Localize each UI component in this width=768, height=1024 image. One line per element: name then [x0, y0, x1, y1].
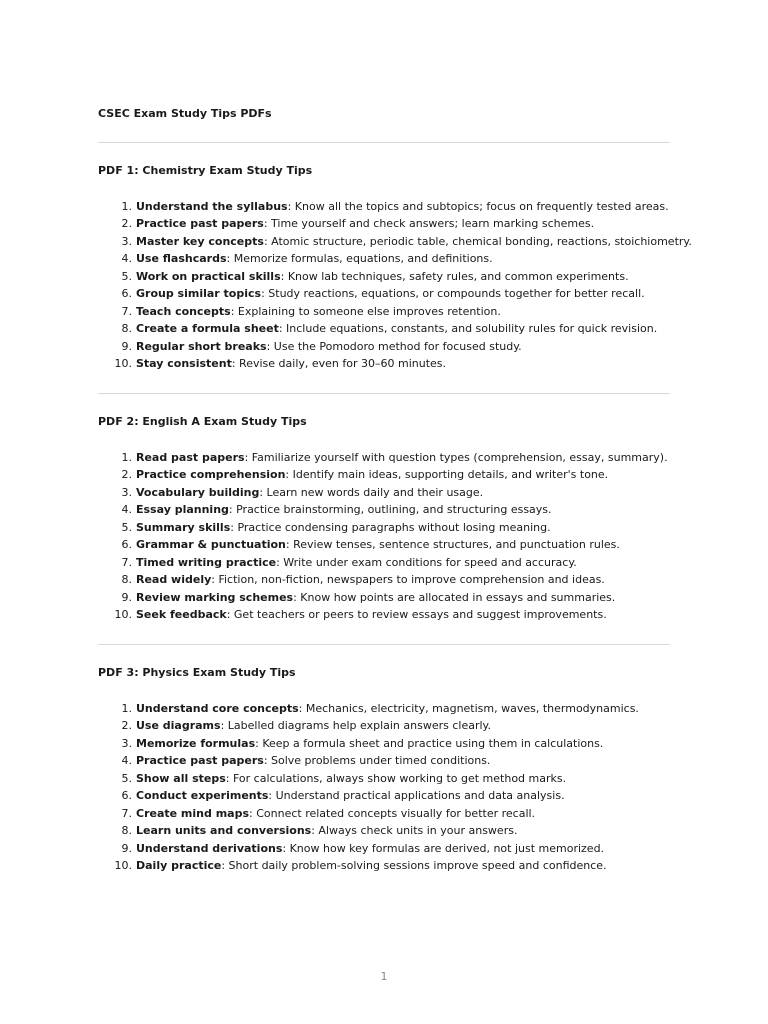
list-item	[98, 840, 698, 857]
item-description: : Solve problems under timed conditions.	[263, 754, 491, 768]
item-term: Read widely	[136, 573, 212, 587]
item-description: : Fiction, non-fiction, newspapers to improve comprehension and ideas.	[211, 573, 605, 587]
item-description: : Use the Pomodoro method for focused study.	[266, 339, 522, 353]
list-item	[98, 571, 698, 588]
list-item	[98, 466, 698, 483]
item-number: 1.	[121, 200, 132, 213]
item-number: 3.	[121, 736, 132, 750]
item-term: Grammar & punctuation	[136, 538, 286, 552]
list-item	[98, 233, 698, 250]
item-term: Understand core concepts	[136, 702, 299, 715]
item-number: 7.	[121, 304, 132, 318]
item-description: : Always check units in your answers.	[311, 824, 518, 838]
list-item	[98, 198, 698, 215]
item-number: 4.	[121, 252, 132, 266]
list-item	[98, 303, 698, 320]
item-number: 8.	[121, 322, 132, 336]
item-number: 8.	[121, 824, 132, 838]
item-term: Seek feedback	[136, 607, 227, 621]
item-number: 6.	[121, 789, 132, 803]
item-description: : Understand practical applications and data analysis.	[268, 789, 565, 803]
item-description: : Connect related concepts visually for better recall.	[249, 806, 536, 820]
item-description: : Time yourself and check answers; learn marking schemes.	[263, 217, 595, 231]
page-number: 1	[380, 970, 388, 983]
item-term: Memorize formulas	[136, 736, 256, 750]
item-description: : Review tenses, sentence structures, and punctuation rules.	[285, 538, 620, 552]
list-item	[98, 787, 698, 804]
divider	[98, 393, 670, 394]
item-term: Essay planning	[136, 503, 229, 517]
item-term: Learn units and conversions	[136, 824, 312, 838]
item-description: : Know lab techniques, safety rules, and common experiments.	[280, 269, 629, 283]
item-description: : Include equations, constants, and solubility rules for quick revision.	[278, 322, 658, 336]
chemistry-tips-list	[98, 198, 698, 372]
item-description: : Explaining to someone else improves retention.	[230, 304, 501, 318]
list-item	[98, 589, 698, 606]
list-item	[98, 320, 698, 337]
item-description: : Labelled diagrams help explain answers clearly.	[220, 719, 491, 733]
item-term: Create a formula sheet	[136, 322, 279, 336]
list-item	[98, 449, 698, 466]
item-description: : Know how points are allocated in essays and summaries.	[293, 590, 616, 604]
list-item	[98, 501, 698, 518]
item-term: Regular short breaks	[136, 339, 267, 353]
item-number: 10.	[114, 858, 132, 872]
item-term: Read past papers	[136, 451, 245, 464]
item-description: : Keep a formula sheet and practice using them in calculations.	[255, 736, 604, 750]
list-item	[98, 700, 698, 717]
item-number: 2.	[121, 468, 132, 482]
item-term: Teach concepts	[136, 304, 231, 318]
item-term: Use diagrams	[136, 719, 221, 733]
item-term: Create mind maps	[136, 806, 250, 820]
item-number: 10.	[114, 607, 132, 621]
list-item	[98, 857, 698, 874]
item-description: : Get teachers or peers to review essays and suggest improvements.	[226, 607, 607, 621]
section-title-chemistry: PDF 1: Chemistry Exam Study Tips	[98, 164, 313, 177]
item-number: 7.	[121, 806, 132, 820]
list-item	[98, 770, 698, 787]
item-number: 1.	[121, 702, 132, 715]
item-term: Understand the syllabus	[136, 200, 288, 213]
list-item	[98, 805, 698, 822]
divider	[98, 644, 670, 645]
physics-tips-list	[98, 700, 698, 874]
item-term: Group similar topics	[136, 287, 262, 301]
item-term: Use flashcards	[136, 252, 227, 266]
item-term: Timed writing practice	[136, 555, 277, 569]
item-number: 5.	[121, 269, 132, 283]
list-item	[98, 268, 698, 285]
item-term: Practice past papers	[136, 754, 264, 768]
list-item	[98, 285, 698, 302]
item-description: : Short daily problem-solving sessions improve speed and confidence.	[221, 858, 607, 872]
item-number: 3.	[121, 485, 132, 499]
item-term: Practice past papers	[136, 217, 264, 231]
item-number: 8.	[121, 573, 132, 587]
item-term: Practice comprehension	[136, 468, 286, 482]
item-number: 4.	[121, 754, 132, 768]
item-term: Work on practical skills	[136, 269, 281, 283]
item-number: 7.	[121, 555, 132, 569]
list-item	[98, 554, 698, 571]
item-description: : Memorize formulas, equations, and definitions.	[226, 252, 493, 266]
item-description: : Mechanics, electricity, magnetism, waves, thermodynamics.	[298, 702, 639, 715]
item-description: : Write under exam conditions for speed and accuracy.	[276, 555, 577, 569]
list-item	[98, 606, 698, 623]
item-description: : Study reactions, equations, or compounds together for better recall.	[261, 287, 645, 301]
item-description: : Identify main ideas, supporting details, and writer's tone.	[285, 468, 609, 482]
list-item	[98, 822, 698, 839]
item-term: Understand derivations	[136, 841, 283, 855]
item-term: Summary skills	[136, 520, 231, 534]
list-item	[98, 735, 698, 752]
item-number: 1.	[121, 451, 132, 464]
item-number: 6.	[121, 538, 132, 552]
item-term: Vocabulary building	[136, 485, 260, 499]
section-title-english: PDF 2: English A Exam Study Tips	[98, 415, 307, 428]
item-term: Daily practice	[136, 858, 222, 872]
item-number: 5.	[121, 771, 132, 785]
item-description: : Know how key formulas are derived, not just memorized.	[282, 841, 605, 855]
list-item	[98, 519, 698, 536]
item-number: 10.	[114, 356, 132, 370]
item-description: : Revise daily, even for 30–60 minutes.	[231, 356, 447, 370]
item-description: : For calculations, always show working to get method marks.	[225, 771, 567, 785]
section-title-physics: PDF 3: Physics Exam Study Tips	[98, 666, 296, 679]
divider	[98, 142, 670, 143]
item-term: Master key concepts	[136, 234, 264, 248]
list-item	[98, 355, 698, 372]
list-item	[98, 484, 698, 501]
item-description: : Know all the topics and subtopics; focus on frequently tested areas.	[287, 200, 669, 213]
item-number: 9.	[121, 339, 132, 353]
item-number: 2.	[121, 217, 132, 231]
item-description: : Atomic structure, periodic table, chemical bonding, reactions, stoichiometry.	[263, 234, 692, 248]
english-tips-list	[98, 449, 698, 623]
document-title: CSEC Exam Study Tips PDFs	[98, 107, 272, 120]
item-number: 3.	[121, 234, 132, 248]
item-description: : Practice condensing paragraphs without losing meaning.	[230, 520, 551, 534]
item-number: 5.	[121, 520, 132, 534]
item-number: 2.	[121, 719, 132, 733]
item-number: 4.	[121, 503, 132, 517]
list-item	[98, 215, 698, 232]
list-item	[98, 338, 698, 355]
item-term: Review marking schemes	[136, 590, 294, 604]
item-term: Show all steps	[136, 771, 226, 785]
item-number: 9.	[121, 590, 132, 604]
item-term: Conduct experiments	[136, 789, 269, 803]
item-number: 6.	[121, 287, 132, 301]
item-description: : Practice brainstorming, outlining, and structuring essays.	[228, 503, 552, 517]
list-item	[98, 752, 698, 769]
item-term: Stay consistent	[136, 356, 232, 370]
list-item	[98, 717, 698, 734]
item-description: : Familiarize yourself with question types (comprehension, essay, summary).	[244, 451, 668, 464]
list-item	[98, 250, 698, 267]
item-description: : Learn new words daily and their usage.	[259, 485, 484, 499]
list-item	[98, 536, 698, 553]
item-number: 9.	[121, 841, 132, 855]
